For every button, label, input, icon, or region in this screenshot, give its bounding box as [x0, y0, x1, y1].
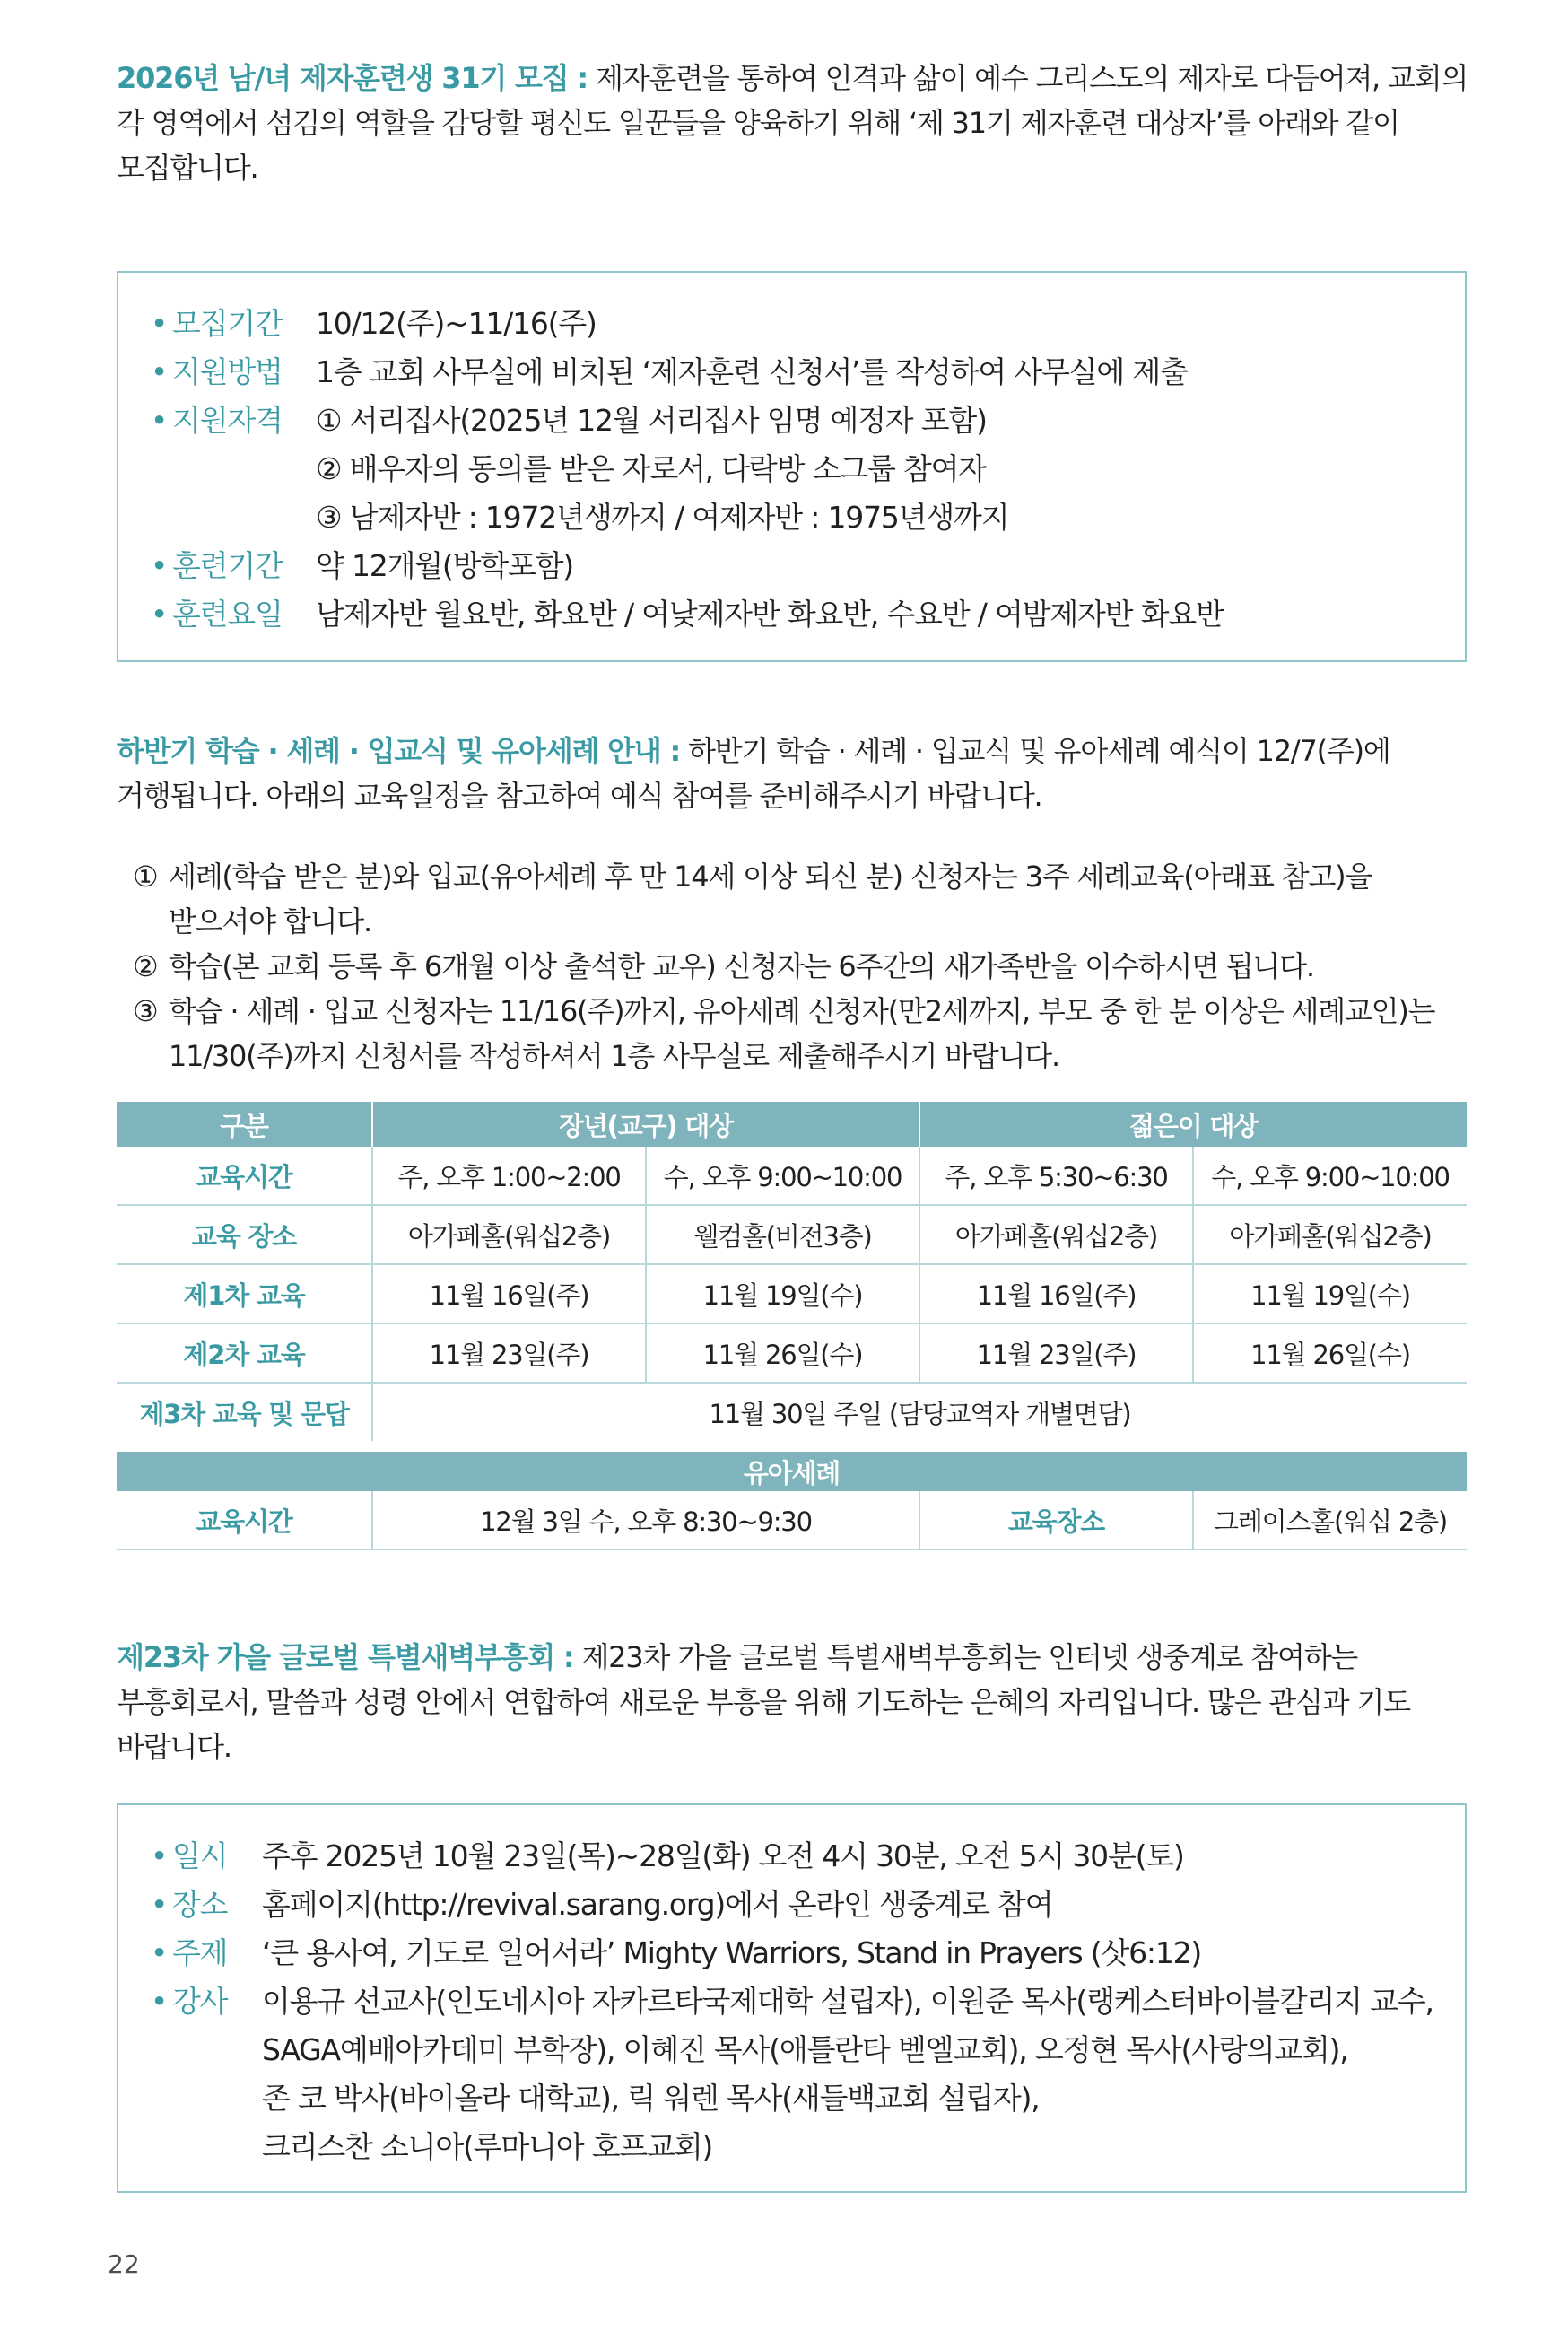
info-row-training-days: • 훈련요일 남제자반 월요반, 화요반 / 여낮제자반 화요반, 수요반 / 여밤제자반 화요반 [150, 597, 1224, 632]
info-row-speakers: • 강사 이용규 선교사(인도네시아 자카르타국제대학 설립자), 이원준 목사(랭케스터바이블칼리지 교수, SAGA예배아카데미 부학장), 이혜진 목사(애틀란타 벧엘교회), 오정현 목사(사랑의교회), 존 코 박사(바이올라 대학교), 릭 워렌 목사(새들백교회 설립자), 크리스찬 소니아(루마니아 호프교회) [150, 1984, 1433, 2164]
page-number: 22 [108, 2249, 140, 2279]
revival-text: 제23차 가을 글로벌 특별새벽부흥회는 인터넷 생중계로 참여하는 부흥회로서, 말씀과 성령 안에서 연합하여 새로운 부흥을 위해 기도하는 은혜의 자리입니다. 많은 관심과 기도 바랍니다. [117, 1640, 1410, 1764]
discipleship-info-box [117, 271, 1467, 662]
list-item: ③ 학습 · 세례 · 입교 신청자는 11/16(주)까지, 유아세례 신청자(만2세까지, 부모 중 한 분 이상은 세례교인)는 11/30(주)까지 신청서를 작성하셔서 1층 사무실로 제출해주시기 바랍니다. [133, 994, 1435, 1073]
revival-heading: 제23차 가을 글로벌 특별새벽부흥회 : [117, 1640, 574, 1674]
revival-section [117, 1635, 1471, 1769]
discipleship-section [117, 56, 1471, 190]
table-row: 교육시간 주, 오후 1:00~2:00 수, 오후 9:00~10:00 주, 오후 5:30~6:30 수, 오후 9:00~10:00 [117, 1147, 1467, 1205]
info-row-datetime: • 일시 주후 2025년 10월 23일(목)~28일(화) 오전 4시 30분, 오전 5시 30분(토) [150, 1838, 1184, 1873]
table-row: 교육 장소 아가페홀(워십2층) 웰컴홀(비전3층) 아가페홀(워십2층) 아가페홀(워십2층) [117, 1205, 1467, 1264]
education-schedule-table [117, 1102, 1467, 1550]
baptism-text: 하반기 학습 · 세례 · 입교식 및 유아세례 예식이 12/7(주)에 거행됩니다. 아래의 교육일정을 참고하여 예식 참여를 준비해주시기 바랍니다. [117, 734, 1390, 813]
info-row-method: • 지원방법 1층 교회 사무실에 비치된 ‘제자훈련 신청서’를 작성하여 사무실에 제출 [150, 354, 1188, 389]
baptism-section [117, 729, 1471, 818]
table-row: 제2차 교육 11월 23일(주) 11월 26일(수) 11월 23일(주) 11월 26일(수) [117, 1323, 1467, 1383]
discipleship-heading: 2026년 남/녀 제자훈련생 31기 모집 : [117, 61, 588, 95]
list-item: ② 학습(본 교회 등록 후 6개월 이상 출석한 교우) 신청자는 6주간의 새가족반을 이수하시면 됩니다. [133, 949, 1314, 983]
discipleship-text: 제자훈련을 통하여 인격과 삶이 예수 그리스도의 제자로 다듬어져, 교회의 각 영역에서 섬김의 역할을 감당할 평신도 일꾼들을 양육하기 위해 ‘제 31기 제자훈련 대상자’를 아래와 같이 모집합니다. [117, 61, 1468, 185]
table-row: 교육시간 12월 3일 수, 오후 8:30~9:30 교육장소 그레이스홀(워십 2층) [117, 1491, 1467, 1550]
discipleship-paragraph [117, 56, 1471, 190]
info-row-place: • 장소 홈페이지(http://revival.sarang.org)에서 온라인 생중계로 참여 [150, 1887, 1053, 1922]
baptism-notes-list [133, 854, 1469, 1078]
info-row-theme: • 주제 ‘큰 용사여, 기도로 일어서라’ Mighty Warriors, Stand in Prayers (삿6:12) [150, 1935, 1202, 1970]
baptism-heading: 하반기 학습 · 세례 · 입교식 및 유아세례 안내 : [117, 734, 681, 768]
table-row: 제3차 교육 및 문답 11월 30일 주일 (담당교역자 개별면담) [117, 1383, 1467, 1446]
info-row-qualification: • 지원자격 ① 서리집사(2025년 12월 서리집사 임명 예정자 포함) ② 배우자의 동의를 받은 자로서, 다락방 소그룹 참여자 ③ 남제자반 : 1972년생까지 / 여제자반 : 1975년생까지 [150, 403, 1009, 535]
infant-baptism-header-row: 유아세례 [117, 1446, 1467, 1491]
info-row-training-period: • 훈련기간 약 12개월(방학포함) [150, 548, 573, 583]
baptism-paragraph [117, 729, 1471, 818]
list-item: ① 세례(학습 받은 분)와 입교(유아세례 후 만 14세 이상 되신 분) 신청자는 3주 세례교육(아래표 참고)을 받으셔야 합니다. [133, 860, 1372, 939]
revival-info-box [117, 1803, 1467, 2193]
table-row: 제1차 교육 11월 16일(주) 11월 19일(수) 11월 16일(주) 11월 19일(수) [117, 1264, 1467, 1323]
info-row-period: • 모집기간 10/12(주)~11/16(주) [150, 306, 597, 341]
revival-paragraph [117, 1635, 1471, 1769]
table-header-row: 구분 장년(교구) 대상 젊은이 대상 [117, 1102, 1467, 1147]
